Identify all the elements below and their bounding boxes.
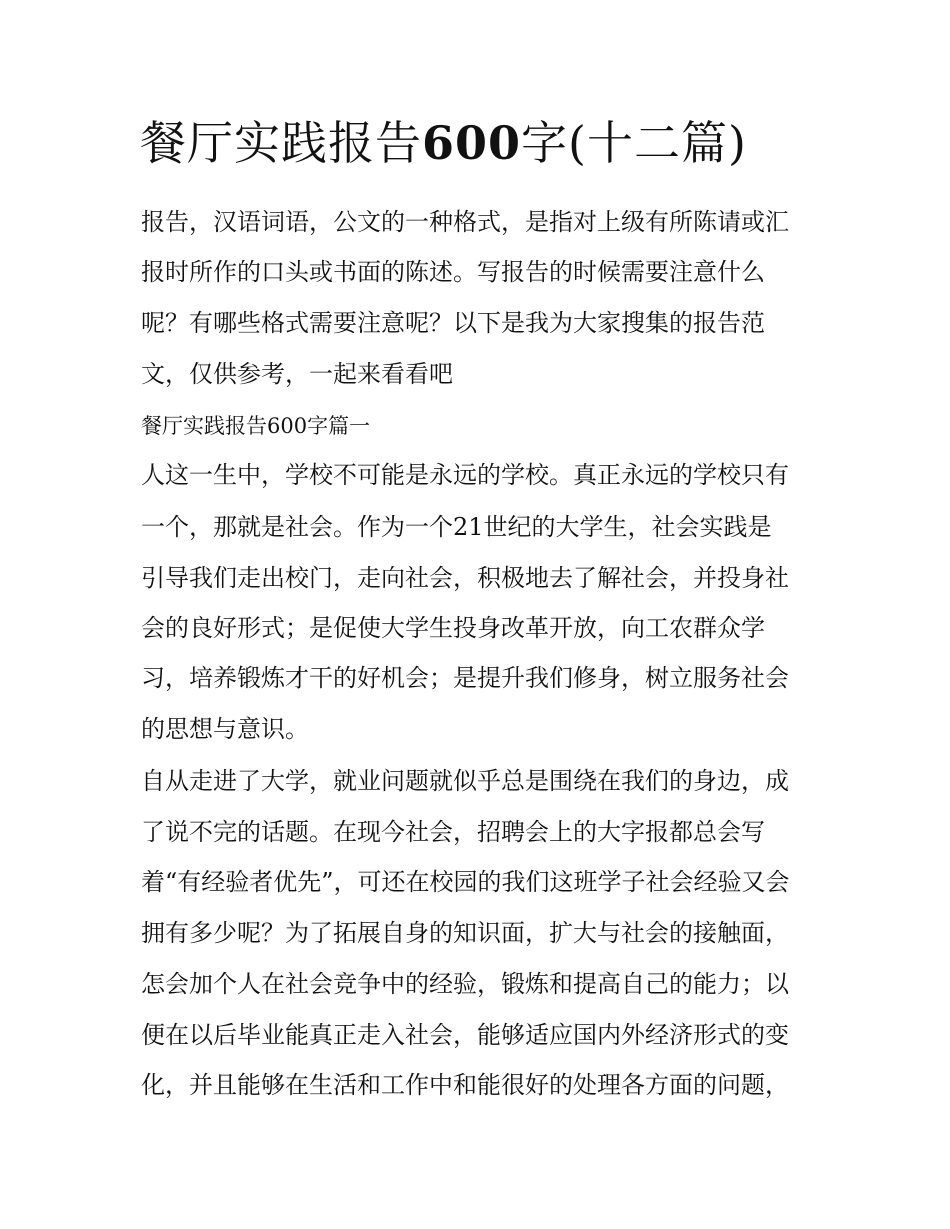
- paragraph2-line: 便在以后毕业能真正走入社会，能够适应国内外经济形式的变: [141, 1021, 789, 1049]
- title-text-part2: 字(十二篇): [521, 116, 747, 170]
- paragraph1-line: 习，培养锻炼才干的好机会；是提升我们修身，树立服务社会: [141, 664, 789, 692]
- paragraph2-line: 了说不完的话题。在现今社会，招聘会上的大字报都总会写: [141, 818, 765, 846]
- paragraph1-line: 会的良好形式；是促使大学生投身改革开放，向工农群众学: [141, 614, 765, 642]
- paragraph2-line: 怎会加个人在社会竞争中的经验，锻炼和提高自己的能力；以: [141, 970, 789, 998]
- paragraph2-line: 化，并且能够在生活和工作中和能很好的处理各方面的问题，: [141, 1071, 789, 1099]
- paragraph2-line: 自从走进了大学，就业问题就似乎总是围绕在我们的身边，成: [141, 767, 789, 795]
- section-heading: 餐厅实践报告600字篇一: [141, 414, 371, 438]
- paragraph2-line: 着“有经验者优先”，可还在校园的我们这班学子社会经验又会: [141, 868, 790, 896]
- paragraph1-line: 引导我们走出校门，走向社会，积极地去了解社会，并投身社: [141, 564, 789, 592]
- intro-line: 报告，汉语词语，公文的一种格式，是指对上级有所陈请或汇: [141, 208, 789, 236]
- paragraph2-line: 拥有多少呢？为了拓展自身的知识面，扩大与社会的接触面，: [141, 919, 789, 947]
- title-number: 600: [422, 116, 522, 170]
- intro-line: 报时所作的口头或书面的陈述。写报告的时候需要注意什么: [141, 258, 765, 286]
- paragraph1-line: 的思想与意识。: [141, 715, 309, 743]
- document-title: [140, 112, 820, 174]
- title-text-part1: 餐厅实践报告: [140, 116, 422, 170]
- intro-line: 呢？有哪些格式需要注意呢？以下是我为大家搜集的报告范: [141, 309, 765, 337]
- intro-line: 文，仅供参考，一起来看看吧: [141, 360, 453, 388]
- paragraph1-line: 人这一生中，学校不可能是永远的学校。真正永远的学校只有: [141, 461, 789, 489]
- paragraph1-line: 一个，那就是社会。作为一个21世纪的大学生，社会实践是: [141, 513, 772, 541]
